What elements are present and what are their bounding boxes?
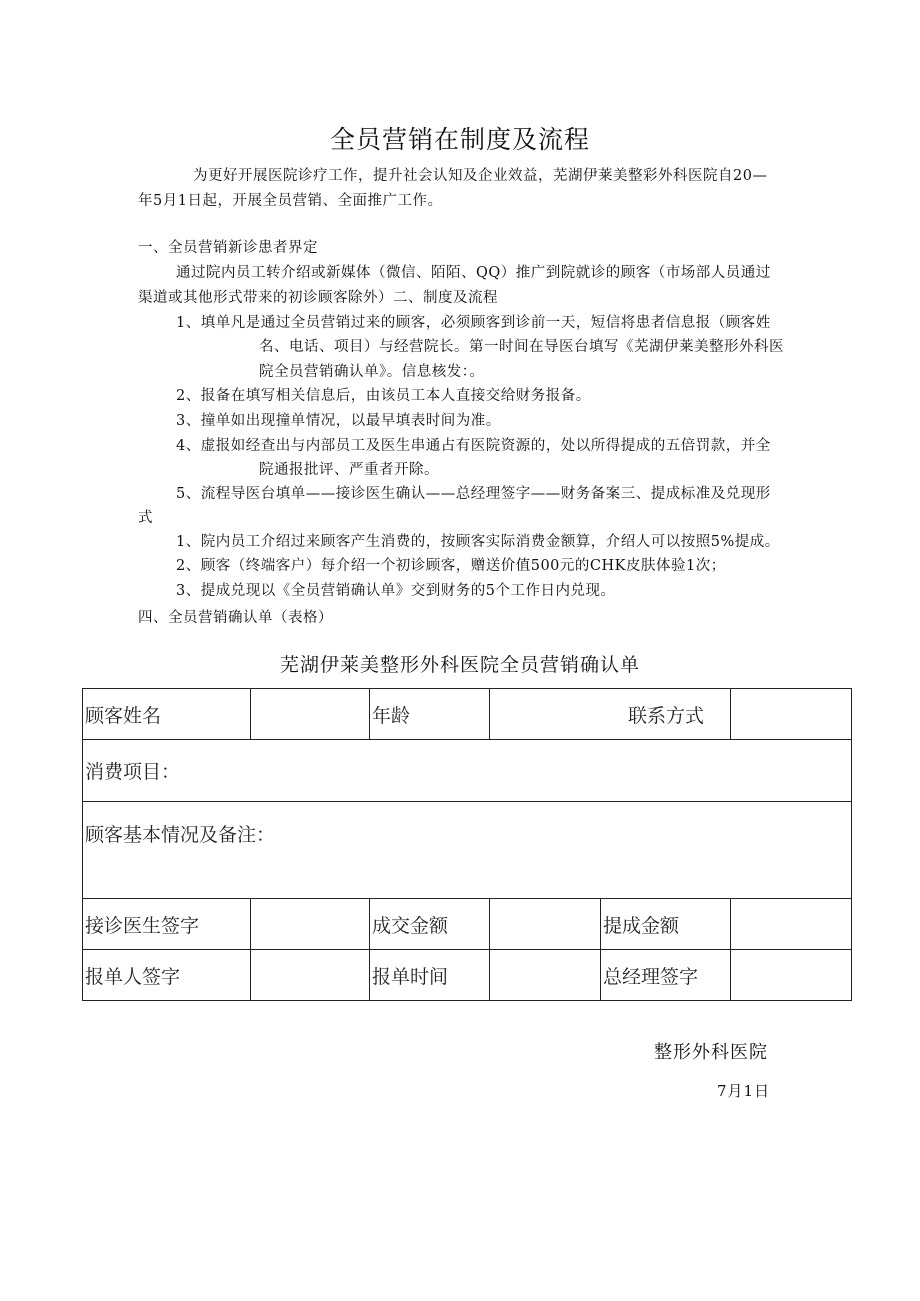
item-2: 2、报备在填写相关信息后，由该员工本人直接交给财务报备。 (176, 388, 591, 404)
item-4-line-1: 4、虚报如经查出与内部员工及医生串通占有医院资源的，处以所得提成的五倍罚款，并全 (176, 438, 771, 454)
confirmation-form-table (82, 688, 852, 1001)
intro-line-1: 为更好开展医院诊疗工作，提升社会认知及企业效益，芜湖伊莱美整彩外科医院自20— (193, 168, 768, 184)
gm-signature-label: 总经理签字 (601, 950, 731, 1001)
contact-label: 联系方式 (490, 689, 731, 740)
customer-name-field[interactable] (251, 689, 370, 740)
page-title: 全员营销在制度及流程 (329, 125, 590, 154)
item-4-line-2: 院通报批评、严重者开除。 (259, 462, 439, 478)
section-1-line-2: 渠道或其他形式带来的初诊顾客除外）二、制度及流程 (138, 290, 498, 306)
customer-name-label: 顾客姓名 (83, 689, 251, 740)
section-3-item-3: 3、提成兑现以《全员营销确认单》交到财务的5个工作日内兑现。 (176, 583, 616, 599)
doctor-signature-label: 接诊医生签字 (83, 899, 251, 950)
form-row-consumption (83, 740, 852, 802)
deal-amount-field[interactable] (490, 899, 601, 950)
form-row-signatures (83, 950, 852, 1001)
form-row-basic-info (83, 802, 852, 899)
consumption-item-field[interactable]: 消费项目： (83, 740, 852, 802)
reporter-signature-field[interactable] (251, 950, 370, 1001)
age-label: 年龄 (370, 689, 490, 740)
basic-info-field[interactable]: 顾客基本情况及备注： (83, 802, 852, 899)
footer-date: 7月1日 (717, 1082, 771, 1100)
section-1-line-1: 通过院内员工转介绍或新媒体（微信、陌陌、QQ）推广到院就诊的顾客（市场部人员通过 (176, 265, 771, 281)
item-1-line-3: 院全员营销确认单》。信息核发：。 (259, 364, 485, 380)
contact-field[interactable] (731, 689, 852, 740)
section-1-heading: 一、全员营销新诊患者界定 (138, 240, 318, 256)
reporter-signature-label: 报单人签字 (83, 950, 251, 1001)
commission-amount-label: 提成金额 (601, 899, 731, 950)
report-time-label: 报单时间 (370, 950, 490, 1001)
intro-line-2: 年5月1日起，开展全员营销、全面推广工作。 (138, 193, 443, 209)
item-1-line-1: 1、填单凡是通过全员营销过来的顾客，必须顾客到诊前一天，短信将患者信息报（顾客姓 (176, 315, 771, 331)
item-1-line-2: 名、电话、项目）与经营院长。第一时间在导医台填写《芜湖伊莱美整形外科医 (259, 339, 784, 355)
deal-amount-label: 成交金额 (370, 899, 490, 950)
commission-amount-field[interactable] (731, 899, 852, 950)
section-3-item-2: 2、顾客（终端客户）每介绍一个初诊顾客，赠送价值500元的CHK皮肤体验1次； (176, 558, 726, 574)
section-4-heading: 四、全员营销确认单（表格） (138, 610, 333, 626)
section-3-item-1: 1、院内员工介绍过来顾客产生消费的，按顾客实际消费金额算，介绍人可以按照5%提成。 (176, 534, 780, 550)
report-time-field[interactable] (490, 950, 601, 1001)
form-title: 芜湖伊莱美整形外科医院全员营销确认单 (279, 654, 640, 676)
gm-signature-field[interactable] (731, 950, 852, 1001)
form-row-customer (83, 689, 852, 740)
item-5-line-2: 式 (138, 510, 153, 526)
footer-signature: 整形外科医院 (654, 1042, 768, 1063)
form-row-amounts (83, 899, 852, 950)
item-3: 3、撞单如出现撞单情况，以最早填表时间为准。 (176, 413, 501, 429)
doctor-signature-field[interactable] (251, 899, 370, 950)
item-5-line-1: 5、流程导医台填单——接诊医生确认——总经理签字——财务备案三、提成标准及兑现形 (176, 486, 771, 502)
